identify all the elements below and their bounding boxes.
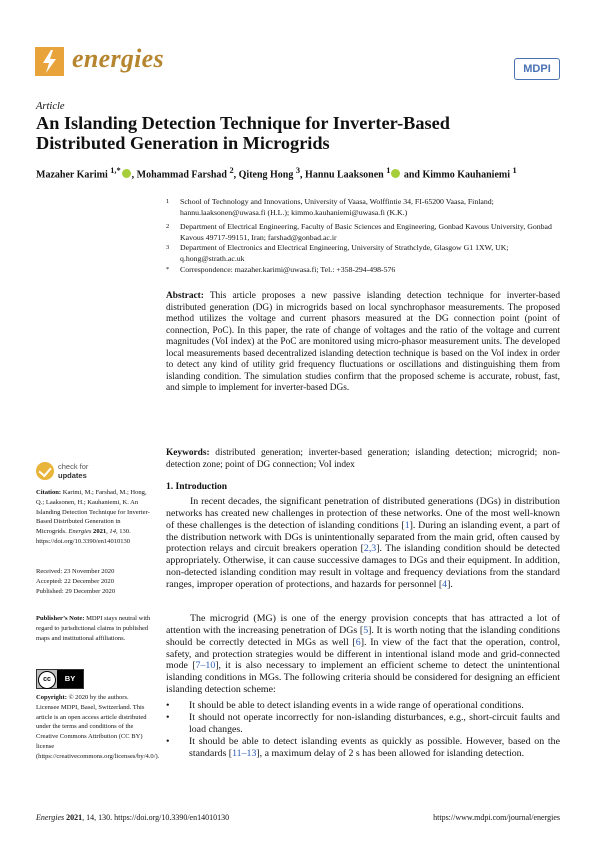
abstract-label: Abstract: bbox=[166, 291, 204, 301]
citation-text: Karimi, M.; Farshad, M.; Hong, Q.; Laaksonen, H.; Kauhaniemi, K. An Islanding Detection Technique for Inverter-Based Distributed Generation in Microgrids. bbox=[36, 489, 150, 536]
paragraph-text: ]. In view of the fact that the operation, control, safety, and protection strategies would be different in intentional island mode and grid-connected mode [ bbox=[166, 636, 561, 672]
received-date: Received: 23 November 2020 bbox=[36, 568, 115, 575]
reference-link[interactable]: 5 bbox=[363, 624, 369, 636]
citation-label: Citation: bbox=[36, 489, 62, 496]
copyright bbox=[36, 693, 160, 762]
footer-year: 2021 bbox=[66, 813, 83, 822]
bullet-marker: • bbox=[166, 712, 170, 723]
citation-volume: 14 bbox=[109, 528, 116, 536]
author-conjunction: and bbox=[403, 169, 420, 181]
list-item bbox=[166, 700, 560, 712]
keywords bbox=[166, 448, 560, 471]
publisher-note-label: Publisher’s Note: bbox=[36, 615, 85, 622]
correspondence bbox=[166, 265, 566, 276]
footer-doi[interactable]: , 14, 130. https://doi.org/10.3390/en14010130 bbox=[82, 813, 230, 822]
author-name: Kimmo Kauhaniemi bbox=[422, 169, 511, 181]
list-item-text bbox=[189, 736, 560, 760]
bullet-marker: • bbox=[166, 736, 170, 747]
affiliation-mark: 1 bbox=[166, 198, 170, 205]
affiliation-mark: 3 bbox=[166, 244, 170, 251]
check-label-1: check for bbox=[58, 462, 89, 471]
publisher-note bbox=[36, 614, 151, 643]
affiliation-text: Department of Electrical Engineering, Faculty of Basic Sciences and Engineering, Gonbad Kavous University, Gonbad Kavous 49717-99151, Iran; farshad@gonbad.ac.ir bbox=[180, 222, 552, 242]
author-affiliation-mark: 1 bbox=[512, 166, 517, 175]
cc-icon: cc bbox=[38, 671, 56, 689]
copyright-text: © 2020 by the authors. Licensee MDPI, Basel, Switzerland. This article is an open access article distributed under the terms and conditions of the Creative Commons Attribution (CC BY) license (https://creativecommons.org/licenses/by/4.0/). bbox=[36, 694, 160, 760]
abstract bbox=[166, 291, 560, 395]
affiliation bbox=[166, 197, 566, 218]
page-title: An Islanding Detection Technique for Inverter-Based Distributed Generation in Microgrids bbox=[36, 113, 450, 153]
affiliation-text: Department of Electronics and Electrical Engineering, University of Strathclyde, Glasgow G1 1XW, UK; q.hong@strath.ac.uk bbox=[180, 243, 509, 263]
journal-logo bbox=[35, 47, 64, 76]
list-item bbox=[166, 736, 560, 772]
by-icon: BY bbox=[57, 670, 83, 688]
journal-name: energies bbox=[72, 44, 164, 73]
footer-journal: Energies bbox=[36, 813, 65, 822]
author-affiliation-mark: 1,* bbox=[110, 166, 121, 175]
citation: Citation: Karimi, M.; Farshad, M.; Hong, Q.; Laaksonen, H.; Kauhaniemi, K. An Islanding Detection Technique for Inverter-Based Distributed Generation in Microgrids. Energies 2021, 14, 130. https://doi.org/10.3390/en14010130 bbox=[36, 489, 150, 545]
publisher-note-text: MDPI stays neutral with regard to jurisdictional claims in published maps and institutional affiliations. bbox=[36, 615, 151, 642]
paragraph-text: The microgrid (MG) is one of the energy provision concepts that has attracted a lot of attention with the increasing penetration of DGs [ bbox=[166, 613, 560, 636]
paragraph-text: ], it is also necessary to implement an efficient scheme to detect the unintentional islanding conditions in MGs. The following criteria should be considered for designing an efficient islanding detection scheme: bbox=[166, 660, 561, 696]
dates bbox=[36, 567, 151, 596]
reference-link[interactable]: 1 bbox=[404, 519, 410, 531]
check-for-updates-button[interactable] bbox=[36, 461, 116, 483]
reference-link[interactable]: 11–13 bbox=[232, 747, 257, 759]
affiliation-text: Correspondence: mazaher.karimi@uwasa.fi; Tel.: +358-294-498-576 bbox=[180, 265, 396, 274]
author-list: Mazaher Karimi $^{1,*}$ , Mohammad Farshad $^2$, Qiteng Hong $^3$, Hannu Laaksonen $^1$ and Kimmo Kauhaniemi $^1$ bbox=[36, 166, 517, 181]
paragraph-text: In recent decades, the significant penetration of distributed generations (DGs) in distribution networks has created new challenges in protection of these networks. One of the most well-known of these challenges is the detection of islanding conditions [ bbox=[166, 496, 560, 531]
author-affiliation-mark: 1 bbox=[386, 166, 391, 175]
affiliation-text: School of Technology and Innovations, University of Vaasa, Wolffintie 34, FI-65200 Vaasa, Finland; hannu.laaksonen@uwasa.fi (H.L.); kimmo.kauhaniemi@uwasa.fi (K.K.) bbox=[180, 197, 494, 217]
list-item-text: It should be able to detect islanding events as quickly as possible. However, based on the standards [ bbox=[189, 736, 560, 759]
check-label-2: updates bbox=[58, 471, 87, 480]
affiliation-mark: * bbox=[166, 266, 170, 273]
published-date: Published: 29 December 2020 bbox=[36, 587, 116, 595]
affiliation-mark: 2 bbox=[166, 223, 170, 230]
author-affiliation-mark: 2 bbox=[229, 166, 234, 175]
section-heading: 1. Introduction bbox=[166, 482, 228, 492]
abstract-text: This article proposes a new passive islanding detection technique for inverter-based distributed generation (DG) in microgrids based on local synchrophasor measurements. The proposed method utilizes the voltage and current phasors measured at the DG connection point (point of connection, PoC). In this paper, the rate of change of voltages and the ratio of the voltage and current magnitudes (VoI index) at the PoC are monitored using micro-phasor measurement units. The developed local measurements based decentralized islanding detection technique is based on the VoI index in order to detect any kind of utility grid frequency fluctuations or oscillations and distinguishing them from islanding condition. The simulation studies confirm that the proposed scheme is accurate, robust, fast, and simple to implement for inverter-based DGs. bbox=[166, 291, 560, 394]
reference-link[interactable]: 4 bbox=[442, 578, 448, 590]
lightning-icon bbox=[35, 47, 64, 76]
list-item bbox=[166, 712, 560, 736]
reference-link[interactable]: 2,3 bbox=[363, 543, 377, 555]
list-item-text: ], a maximum delay of 2 s has been allowed for islanding detection. bbox=[256, 747, 525, 759]
author-name: Qiteng Hong bbox=[238, 169, 294, 181]
footer-citation bbox=[36, 813, 229, 822]
paragraph-text: ]. During an islanding event, a part of the distribution network with DGs is unintentionally separated from the main grid, often caused by protection relays and circuit breakers operation [ bbox=[166, 519, 560, 555]
list-item-text: It should not operate incorrectly for non-islanding disturbances, e.g., short-circuit faults and load changes. bbox=[189, 712, 560, 735]
orcid-icon[interactable] bbox=[391, 169, 400, 178]
citation-doi[interactable]: , 130. https://doi.org/10.3390/en14010130 bbox=[36, 528, 131, 545]
paragraph-text: ]. bbox=[447, 578, 453, 590]
cc-by-license-badge[interactable] bbox=[36, 669, 84, 689]
intro-paragraph-1 bbox=[166, 496, 560, 591]
keywords-text: distributed generation; inverter-based generation; islanding detection; microgrid; non-detection zone; point of DG connection; VoI index bbox=[166, 448, 560, 470]
accepted-date: Accepted: 22 December 2020 bbox=[36, 577, 114, 585]
author-name: Mazaher Karimi bbox=[36, 169, 108, 181]
check-icon bbox=[36, 462, 54, 480]
bullet-marker: • bbox=[166, 700, 170, 711]
list-item-text: It should be able to detect islanding events in a wide range of operational conditions. bbox=[189, 700, 524, 711]
citation-year: 2021 bbox=[93, 528, 107, 536]
paragraph-text: ]. The islanding condition should be detected appropriately. Otherwise, it can cause successive damages to DGs and their equipment. In addition, non-detected islanding condition may result in voltage and frequency deviations from the standard ranges, improper operation of protections, and hazards for personnel [ bbox=[166, 543, 560, 590]
author-name: Hannu Laaksonen bbox=[305, 169, 384, 181]
reference-link[interactable]: 6 bbox=[355, 636, 361, 648]
affiliation bbox=[166, 222, 566, 243]
affiliation bbox=[166, 243, 566, 264]
article-type: Article bbox=[36, 101, 65, 112]
intro-paragraph-2 bbox=[166, 613, 560, 696]
citation-journal: Energies bbox=[68, 528, 92, 536]
orcid-icon[interactable] bbox=[122, 169, 131, 178]
reference-link[interactable]: 7–10 bbox=[195, 660, 216, 672]
mdpi-logo: MDPI bbox=[514, 58, 560, 80]
keywords-label: Keywords: bbox=[166, 448, 210, 458]
footer-journal-url[interactable]: https://www.mdpi.com/journal/energies bbox=[433, 813, 560, 822]
author-affiliation-mark: 3 bbox=[295, 166, 301, 175]
author-name: Mohammad Farshad bbox=[136, 169, 227, 181]
paragraph-text: ]. It is worth noting that the islanding conditions should be correctly detected in MGs as well [ bbox=[166, 624, 561, 648]
copyright-label: Copyright: bbox=[36, 694, 67, 701]
